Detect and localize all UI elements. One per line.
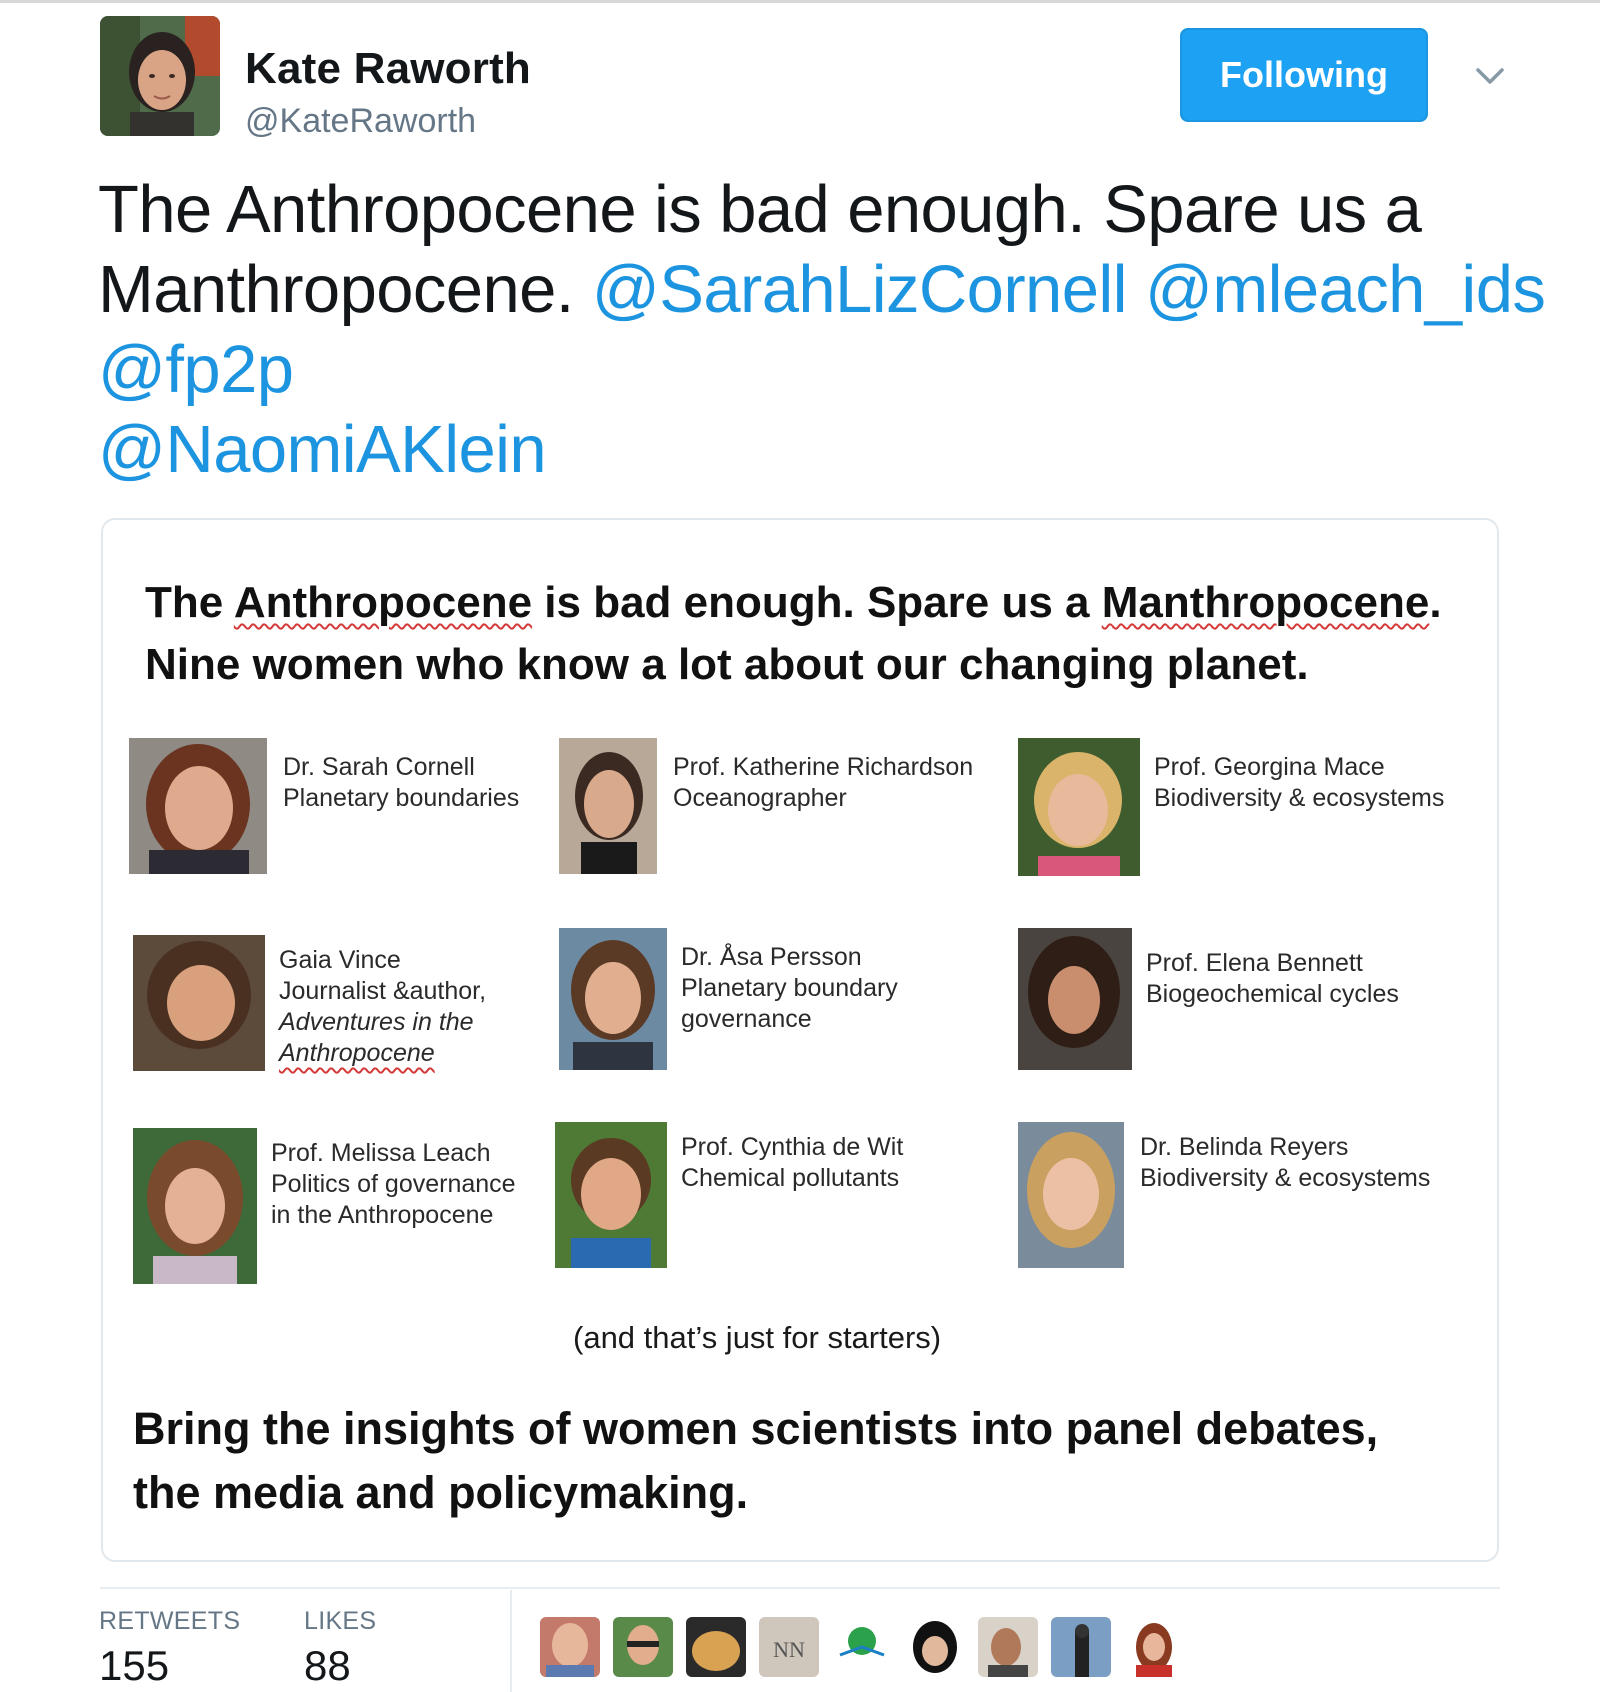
mention-link[interactable]: @SarahLizCornell [591,252,1127,327]
liker-avatar[interactable] [1051,1617,1111,1677]
tweet-text-line [98,330,1518,410]
scientist-info [271,1138,516,1231]
likes-count[interactable]: 88 [304,1642,351,1689]
tweet-text [98,170,1546,490]
scientist-line: in the Anthropocene [271,1201,494,1229]
liker-avatar[interactable] [978,1617,1038,1677]
starters-note: (and that’s just for starters) [573,1320,942,1355]
scientist-photo [559,738,657,874]
scientist-line: Prof. Katherine Richardson [673,753,974,781]
scientist-line: Prof. Georgina Mace [1154,753,1385,781]
media-title-segment: Anthropocene [233,578,533,627]
scientist-line: Chemical pollutants [681,1164,900,1192]
scientist-photo [1018,1122,1124,1268]
liker-avatar[interactable] [686,1617,746,1677]
retweets-label[interactable]: RETWEETS [99,1607,241,1635]
media-footer-line: Bring the insights of women scientists into panel debates, [133,1403,1379,1454]
scientist-line: governance [681,1005,812,1033]
tweet-text-line [98,250,1546,330]
scientist-line: Oceanographer [673,784,847,812]
scientist-line: Dr. Belinda Reyers [1140,1133,1349,1161]
media-title-segment: is bad enough. Spare us a [532,578,1102,627]
scientist-info [681,1132,903,1194]
liker-avatar[interactable] [832,1617,892,1677]
author-name[interactable]: Kate Raworth [245,44,531,93]
media-title-segment: Manthropocene [1101,578,1430,627]
tweet-media-image[interactable] [101,518,1499,1562]
stats-vertical-divider [510,1590,512,1692]
scientist-line: Journalist &author, [279,977,487,1005]
liker-avatar[interactable] [613,1617,673,1677]
scientist-photo [133,935,265,1071]
liker-avatar[interactable] [905,1617,965,1677]
scientist-info [681,942,898,1035]
scientist-photo [1018,738,1140,876]
mention-link[interactable]: @fp2p [98,332,294,407]
scientist-line: Prof. Melissa Leach [271,1139,491,1167]
tweet-header [100,16,1500,138]
liker-avatar[interactable] [540,1617,600,1677]
scientist-info [1140,1132,1430,1194]
media-subtitle: Nine women who know a lot about our changing planet. [145,640,1309,689]
tweet-text-segment: Manthropocene. [98,252,592,327]
media-title-segment: . [1429,578,1442,627]
scientist-line: Prof. Elena Bennett [1146,949,1363,977]
scientist-info [283,752,519,814]
scientist-photo [129,738,267,874]
mention-link[interactable]: @NaomiAKlein [98,412,547,487]
scientist-photo [1018,928,1132,1070]
likes-label[interactable]: LIKES [304,1607,377,1635]
scientist-line: Biogeochemical cycles [1146,980,1399,1008]
author-handle[interactable]: @KateRaworth [245,102,477,140]
scientist-line: Planetary boundaries [283,784,520,812]
scientist-line: Planetary boundary [681,974,898,1002]
stats-divider [100,1587,1500,1589]
chevron-down-icon[interactable] [1470,56,1510,96]
scientist-line: Gaia Vince [279,946,401,974]
media-footer-line: the media and policymaking. [133,1467,749,1518]
scientist-info [1154,752,1444,814]
author-avatar[interactable] [100,16,220,136]
liker-avatar[interactable] [1124,1617,1184,1677]
scientist-line: Biodiversity & ecosystems [1154,784,1445,812]
scientist-line: Biodiversity & ecosystems [1140,1164,1431,1192]
media-title-segment: The [145,578,234,627]
top-divider [0,0,1600,3]
scientist-info [279,945,486,1069]
scientist-photo [133,1128,257,1284]
scientist-info [673,752,973,814]
media-footer [133,1397,1378,1525]
tweet-text-line: The Anthropocene is bad enough. Spare us a [98,172,1422,247]
mention-link[interactable]: @mleach_ids [1144,252,1546,327]
scientist-line: Adventures in the [279,1008,474,1036]
scientist-line: Dr. Sarah Cornell [283,753,475,781]
scientist-photo [559,928,667,1070]
liker-avatar[interactable] [759,1617,819,1677]
svg-text:NN: NN [773,1637,805,1662]
retweets-count[interactable]: 155 [99,1642,170,1689]
scientist-photo [555,1122,667,1268]
scientist-line: Prof. Cynthia de Wit [681,1133,904,1161]
scientist-line: Anthropocene [279,1039,435,1067]
media-title [145,572,1442,696]
scientist-info [1146,948,1399,1010]
scientist-line: Dr. Åsa Persson [681,943,862,971]
following-button[interactable]: Following [1180,28,1428,122]
scientist-line: Politics of governance [271,1170,516,1198]
tweet-text-line [98,410,1518,490]
